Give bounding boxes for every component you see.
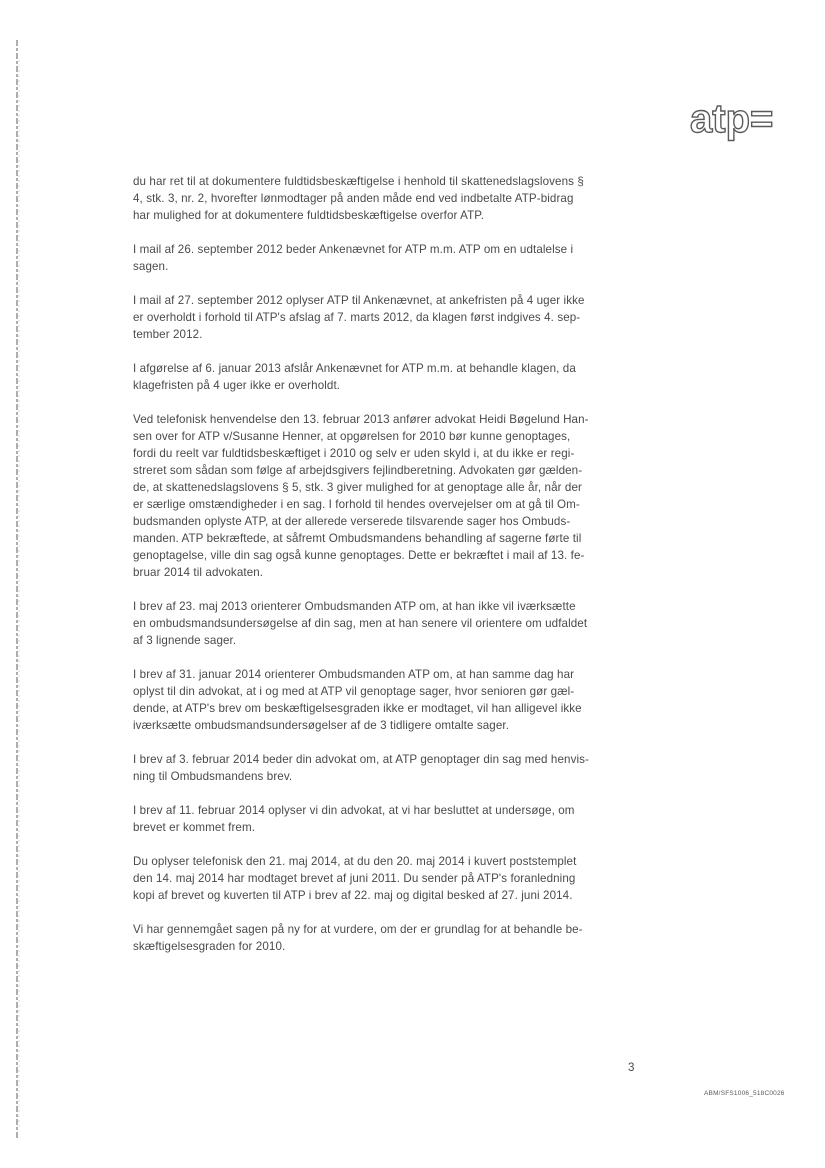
paragraph-letter-3-february: I brev af 3. februar 2014 beder din advokat om, at ATP genoptager din sag med henvis- ning til Ombudsmandens brev. xyxy=(133,753,589,783)
page-number: 3 xyxy=(628,1061,635,1074)
paragraph-phone-21-may: Du oplyser telefonisk den 21. maj 2014, at du den 20. maj 2014 i kuvert poststemplet den 14. maj 2014 har modtaget brevet af juni 2011. Du sender på ATP's foranledning kopi af brevet og kuverten til ATP i brev af 22. maj og digital besked af 27. juni 2014. xyxy=(133,855,577,902)
paragraph-documentation-right: du har ret til at dokumentere fuldtidsbeskæftigelse i henhold til skattenedslagslovens § 4, stk. 3, nr. 2, hvorefter lønmodtager på anden måde end ved indbetalte ATP-bidrag har mulighed for at dokumentere fuldtidsbeskæftigelse overfor ATP. xyxy=(133,175,584,222)
document-reference: ABM/SFS1006_518C0026 xyxy=(704,1090,785,1097)
paragraph-phone-13-february: Ved telefonisk henvendelse den 13. februar 2013 anfører advokat Heidi Bøgelund Han- sen over for ATP v/Susanne Henner, at opgørelsen for 2010 bør kunne genoptages, fordi du reelt var fuldtidsbeskæftiget i 2010 og selv er uden skyld i, at du ikke er regi- streret som sådan som følge af arbejdsgivers fejlindberetning. Advokaten gør gælden- de, at skattenedslagslovens § 5, stk. 3 giver mulighed for at genoptage alle år, når der er særlige omstændigheder i en sag. I forhold til hendes overvejelser om at gå til Om- budsmanden oplyste ATP, at der allerede verserede tilsvarende sager hos Ombuds- manden. ATP bekræftede, at såfremt Ombudsmandens behandling af sagerne førte til genoptagelse, ville din sag også kunne genoptages. Dette er bekræftet i mail af 13. fe- bruar 2014 til advokaten. xyxy=(133,413,589,579)
paragraph-letter-23-may: I brev af 23. maj 2013 orienterer Ombudsmanden ATP om, at han ikke vil iværksætte en ombudsmandsundersøgelse af din sag, men at han senere vil orientere om udfaldet af 3 lignende sager. xyxy=(133,600,588,647)
paragraph-review: Vi har gennemgået sagen på ny for at vurdere, om der er grundlag for at behandle be- skæftigelsesgraden for 2010. xyxy=(133,923,583,953)
letter-body xyxy=(133,173,643,972)
paragraph-letter-31-january: I brev af 31. januar 2014 orienterer Ombudsmanden ATP om, at han samme dag har oplyst til din advokat, at i og med at ATP vil genoptage sager, hvor senioren gør gæl- dende, at ATP's brev om beskæftigelsesgraden ikke er modtaget, vil han alligevel ikke iværksætte ombudsmandsundersøgelser af de 3 tidligere omtalte sager. xyxy=(133,668,582,732)
paragraph-letter-11-february: I brev af 11. februar 2014 oplyser vi din advokat, at vi har besluttet at undersøge, om brevet er kommet frem. xyxy=(133,804,575,834)
atp-logo-text: atp= xyxy=(690,97,774,141)
paragraph-mail-26-september: I mail af 26. september 2012 beder Ankenævnet for ATP m.m. ATP om en udtalelse i sagen. xyxy=(133,243,574,273)
paragraph-mail-27-september: I mail af 27. september 2012 oplyser ATP til Ankenævnet, at ankefristen på 4 uger ikke er overholdt i forhold til ATP's afslag af 7. marts 2012, da klagen først indgives 4. sep- tember 2012. xyxy=(133,294,585,341)
paragraph-decision-6-january: I afgørelse af 6. januar 2013 afslår Ankenævnet for ATP m.m. at behandle klagen, da klagefristen på 4 uger ikke er overholdt. xyxy=(133,362,576,392)
atp-logo xyxy=(690,96,802,142)
